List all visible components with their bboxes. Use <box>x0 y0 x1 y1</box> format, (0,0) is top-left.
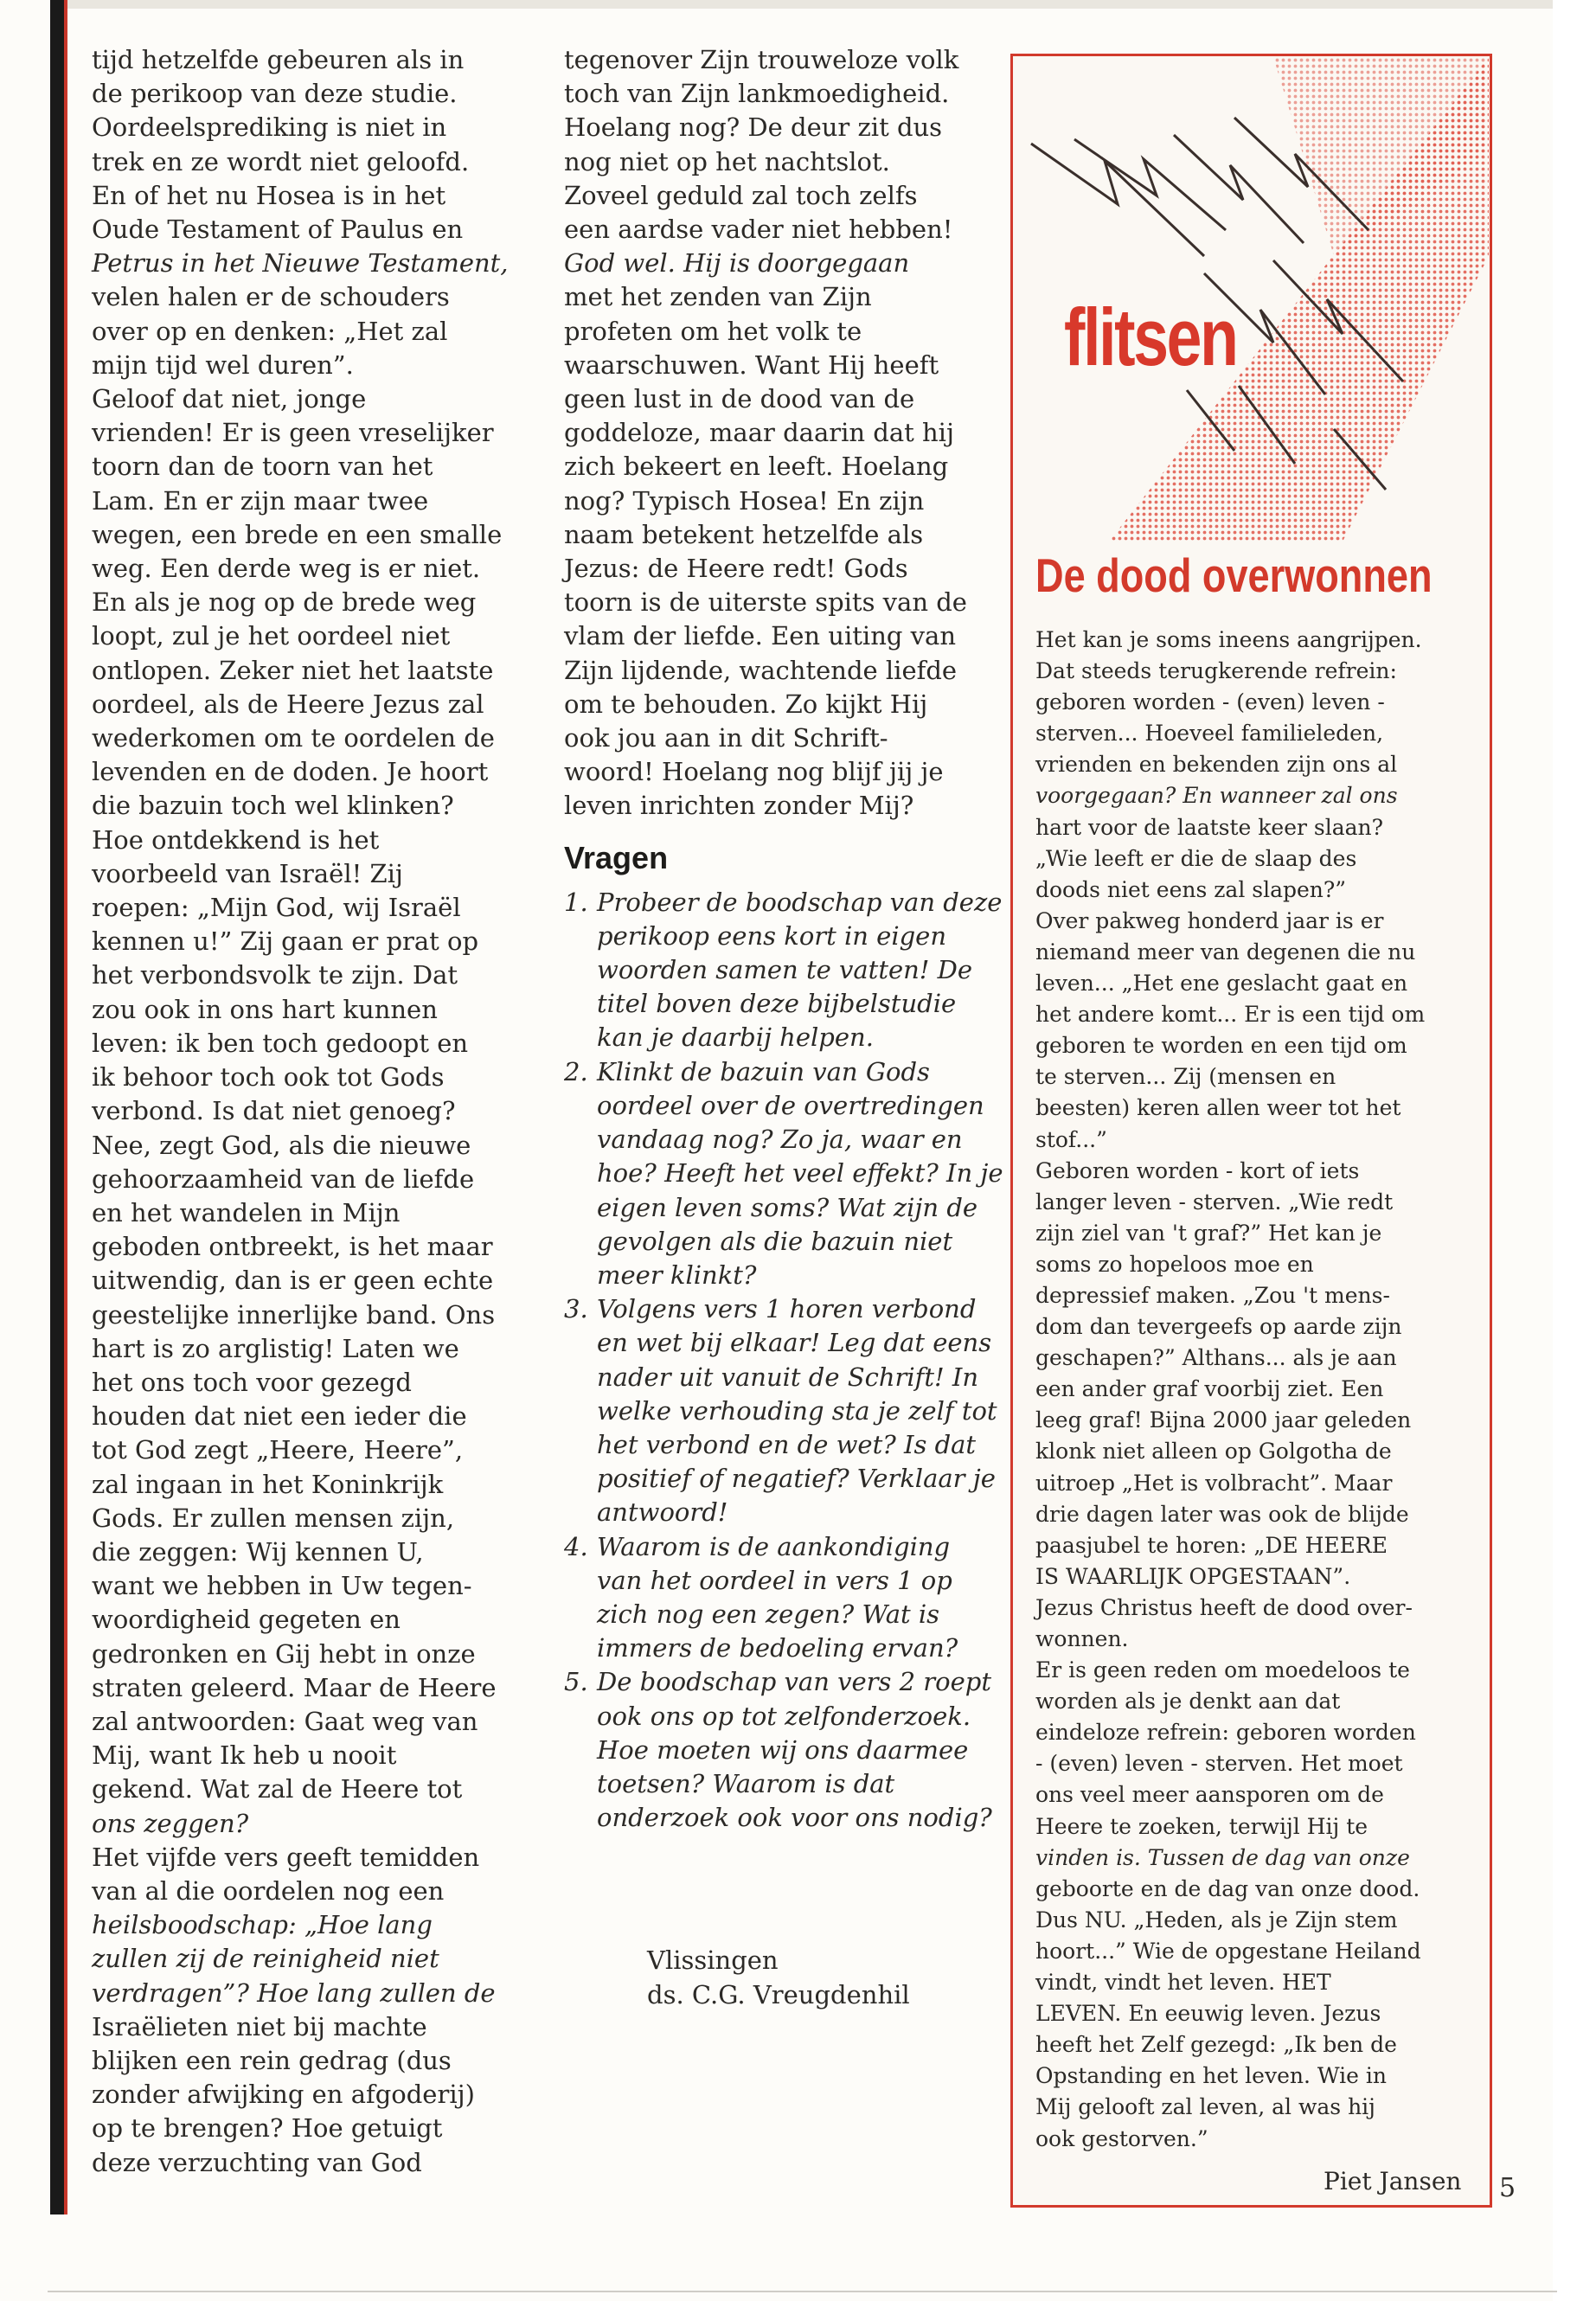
text-line: worden als je denkt aan dat <box>1035 1689 1341 1715</box>
question-line: welke verhouding sta je zelf tot <box>597 1395 997 1426</box>
text-line: zou ook in ons hart kunnen <box>92 994 438 1024</box>
text-line: vinden is. Tussen de dag van onze <box>1035 1844 1410 1870</box>
text-line: het ons toch voor gezegd <box>92 1367 412 1397</box>
text-line: Over pakweg honderd jaar is er <box>1035 907 1384 933</box>
text-line: Heere te zoeken, terwijl Hij te <box>1035 1813 1368 1839</box>
question-item <box>564 1665 997 1835</box>
text-line: ook jou aan in dit Schrift- <box>564 723 888 753</box>
text-line: vlam der liefde. Een uiting van <box>564 621 956 651</box>
text-line: Dat steeds terugkerende refrein: <box>1035 658 1397 684</box>
question-line: titel boven deze bijbelstudie <box>597 989 957 1019</box>
text-line: LEVEN. En eeuwig leven. Jezus <box>1035 2001 1381 2027</box>
text-line: die bazuin toch wel klinken? <box>92 791 454 821</box>
text-line: IS WAARLIJK OPGESTAAN”. <box>1035 1563 1351 1589</box>
text-line: Opstanding en het leven. Wie in <box>1035 2063 1387 2089</box>
text-line: gedronken en Gij hebt in onze <box>92 1638 476 1669</box>
text-line: ons zeggen? <box>92 1808 249 1838</box>
sidebar-text <box>1035 625 1468 2155</box>
text-line: hart is zo arglistig! Laten we <box>92 1333 459 1363</box>
text-line: voorgegaan? En wanneer zal ons <box>1035 783 1398 809</box>
question-line: immers de bedoeling ervan? <box>597 1633 958 1663</box>
question-number: 5. <box>564 1667 588 1697</box>
text-line: zal ingaan in het Koninkrijk <box>92 1469 444 1499</box>
text-line: heilsboodschap: „Hoe lang <box>92 1910 433 1940</box>
text-line: geestelijke innerlijke band. Ons <box>92 1299 496 1330</box>
text-line: wegen, een brede en een smalle <box>92 519 503 549</box>
text-line: En als je nog op de brede weg <box>92 587 477 618</box>
text-line: Geboren worden - kort of iets <box>1035 1157 1360 1183</box>
text-line: zich bekeert en leeft. Hoelang <box>564 452 949 482</box>
text-line: die zeggen: Wij kennen U, <box>92 1536 424 1567</box>
text-line: paasjubel te horen: „DE HEERE <box>1035 1532 1388 1558</box>
question-line: zich nog een zegen? Wat is <box>597 1599 940 1629</box>
text-line: roepen: „Mijn God, wij Israël <box>92 893 461 923</box>
text-line: van al die oordelen nog een <box>92 1875 445 1906</box>
text-line: trek en ze wordt niet geloofd. <box>92 146 470 176</box>
text-line: waarschuwen. Want Hij heeft <box>564 349 939 380</box>
text-line: een ander graf voorbij ziet. Een <box>1035 1376 1384 1402</box>
question-line: meer klinkt? <box>597 1259 757 1290</box>
question-line: kan je daarbij helpen. <box>597 1022 874 1053</box>
text-line: Mij gelooft zal leven, al was hij <box>1035 2094 1375 2120</box>
text-line: Nee, zegt God, als die nieuwe <box>92 1130 471 1160</box>
text-line: leven... „Het ene geslacht gaat en <box>1035 971 1408 997</box>
question-line: vandaag nog? Zo ja, waar en <box>597 1125 963 1155</box>
questions-list <box>564 886 1003 1836</box>
text-line: Het vijfde vers geeft temidden <box>92 1842 480 1872</box>
text-line: de perikoop van deze studie. <box>92 79 458 109</box>
question-line: ook ons op tot zelfonderzoek. <box>597 1701 971 1731</box>
text-line: geboren te worden en een tijd om <box>1035 1033 1407 1059</box>
text-line: drie dagen later was ook de blijde <box>1035 1501 1409 1527</box>
text-line: - (even) leven - sterven. Het moet <box>1035 1751 1403 1777</box>
text-line: het andere komt... Er is een tijd om <box>1035 1002 1426 1028</box>
text-line: deze verzuchting van God <box>92 2147 422 2177</box>
question-line: eigen leven soms? Wat zijn de <box>597 1192 978 1222</box>
text-line: zonder afwijking en afgoderij) <box>92 2080 475 2110</box>
text-line: gekend. Wat zal de Heere tot <box>92 1774 463 1804</box>
question-item <box>564 1292 997 1529</box>
text-line: uitroep „Het is volbracht”. Maar <box>1035 1470 1393 1496</box>
text-line: hoort...” Wie de opgestane Heiland <box>1035 1938 1421 1964</box>
text-line: leven inrichten zonder Mij? <box>564 791 914 821</box>
text-line: toorn is de uiterste spits van de <box>564 587 967 618</box>
text-line: wonnen. <box>1035 1626 1129 1651</box>
question-line: gevolgen als die bazuin niet <box>597 1226 953 1256</box>
text-line: Oude Testament of Paulus en <box>92 215 464 245</box>
text-line: weg. Een derde weg is er niet. <box>92 554 481 584</box>
text-line: vrienden en bekenden zijn ons al <box>1035 752 1398 778</box>
question-number: 4. <box>564 1531 588 1561</box>
text-line: soms zo hopeloos moe en <box>1035 1251 1314 1277</box>
text-line: toch van Zijn lankmoedigheid. <box>564 79 950 109</box>
text-line: velen halen er de schouders <box>92 282 450 312</box>
question-line: onderzoek ook voor ons nodig? <box>597 1803 992 1833</box>
question-number: 3. <box>564 1294 588 1324</box>
column-left <box>92 43 524 2180</box>
text-line: vrienden! Er is geen vreselijker <box>92 418 494 448</box>
text-line: sterven... Hoeveel familieleden, <box>1035 721 1384 747</box>
text-line: Oordeelsprediking is niet in <box>92 112 447 143</box>
text-line: wederkomen om te oordelen de <box>92 723 495 753</box>
text-line: God wel. Hij is doorgegaan <box>564 248 910 279</box>
question-line: Probeer de boodschap van deze <box>597 887 1003 917</box>
text-line: ons veel meer aansporen om de <box>1035 1782 1384 1808</box>
text-line: geboorte en de dag van onze dood. <box>1035 1875 1420 1901</box>
question-line: toetsen? Waarom is dat <box>597 1768 895 1798</box>
question-item <box>564 1530 997 1666</box>
question-item <box>564 886 1003 1055</box>
text-line: op te brengen? Hoe getuigt <box>92 2113 443 2144</box>
text-line: gehoorzaamheid van de liefde <box>92 1163 475 1194</box>
signature-name: ds. C.G. Vreugdenhil <box>647 1980 910 2009</box>
text-line: Het kan je soms ineens aangrijpen. <box>1035 627 1422 652</box>
text-line: dom dan tevergeefs op aarde zijn <box>1035 1314 1402 1340</box>
text-line: toorn dan de toorn van het <box>92 452 433 482</box>
text-line: Petrus in het Nieuwe Testament, <box>92 248 509 279</box>
question-line: en wet bij elkaar! Leg dat eens <box>597 1328 992 1358</box>
text-line: Jezus Christus heeft de dood over- <box>1035 1594 1413 1620</box>
text-line: blijken een rein gedrag (dus <box>92 2045 452 2075</box>
text-line: zijn ziel van 't graf?” Het kan je <box>1035 1220 1382 1246</box>
text-line: leven: ik ben toch gedoopt en <box>92 1028 469 1058</box>
question-line: oordeel over de overtredingen <box>597 1090 984 1120</box>
question-line: hoe? Heeft het veel effekt? In je <box>597 1158 1003 1189</box>
text-line: leeg graf! Bijna 2000 jaar geleden <box>1035 1407 1412 1433</box>
text-line: ook gestorven.” <box>1035 2125 1208 2151</box>
text-line: loopt, zul je het oordeel niet <box>92 621 451 651</box>
text-line: Dus NU. „Heden, als je Zijn stem <box>1035 1907 1398 1932</box>
question-number: 1. <box>564 887 588 917</box>
text-line: tot God zegt „Heere, Heere”, <box>92 1435 464 1465</box>
text-line: depressief maken. „Zou 't mens- <box>1035 1282 1390 1308</box>
text-line: goddeloze, maar daarin dat hij <box>564 418 954 448</box>
text-line: zullen zij de reinigheid niet <box>92 1944 439 1974</box>
text-line: Jezus: de Heere redt! Gods <box>564 554 908 584</box>
text-line: „Wie leeft er die de slaap des <box>1035 845 1357 871</box>
signature-place: Vlissingen <box>647 1945 779 1975</box>
question-line: het verbond en de wet? Is dat <box>597 1429 977 1459</box>
text-line: geboren worden - (even) leven - <box>1035 689 1385 715</box>
text-line: woord! Hoelang nog blijf jij je <box>564 757 944 787</box>
text-line: tijd hetzelfde gebeuren als in <box>92 45 465 74</box>
text-line: Lam. En er zijn maar twee <box>92 485 429 516</box>
text-line: Er is geen reden om moedeloos te <box>1035 1657 1410 1683</box>
text-line: geschapen?” Althans... als je aan <box>1035 1345 1397 1371</box>
question-item <box>564 1055 1003 1292</box>
text-line: klonk niet alleen op Golgotha de <box>1035 1439 1392 1465</box>
text-line: Israëlieten niet bij machte <box>92 2011 427 2041</box>
text-line: eindeloze refrein: geboren worden <box>1035 1720 1416 1746</box>
text-line: levenden en de doden. Je hoort <box>92 757 489 787</box>
text-line: een aardse vader niet hebben! <box>564 215 953 245</box>
text-line: want we hebben in Uw tegen- <box>92 1571 472 1601</box>
text-line: naam betekent hetzelfde als <box>564 519 924 549</box>
page-number: 5 <box>1499 2173 1516 2203</box>
text-line: met het zenden van Zijn <box>564 282 872 312</box>
text-line: over op en denken: „Het zal <box>92 316 448 346</box>
text-line: en het wandelen in Mijn <box>92 1197 401 1227</box>
text-line: Gods. Er zullen mensen zijn, <box>92 1503 455 1533</box>
signature <box>647 1943 910 2012</box>
text-line: het verbondsvolk te zijn. Dat <box>92 960 458 990</box>
text-line: geboden ontbreekt, is het maar <box>92 1232 493 1262</box>
text-line: voorbeeld van Israël! Zij <box>92 858 403 888</box>
text-line: nog? Typisch Hosea! En zijn <box>564 485 925 516</box>
question-line: nader uit vanuit de Schrift! In <box>597 1362 979 1392</box>
column-middle <box>564 43 1003 1835</box>
text-line: oordeel, als de Heere Jezus zal <box>92 689 484 719</box>
text-line: Mij, want Ik heb u nooit <box>92 1740 397 1771</box>
text-line: te sterven... Zij (mensen en <box>1035 1064 1336 1090</box>
vragen-heading: Vragen <box>564 839 669 875</box>
text-line: tegenover Zijn trouweloze volk <box>564 45 959 74</box>
text-line: vindt, vindt het leven. HET <box>1035 1970 1331 1996</box>
sidebar-author: Piet Jansen <box>1324 2167 1462 2195</box>
question-number: 2. <box>564 1056 588 1086</box>
text-line: verbond. Is dat niet genoeg? <box>92 1096 456 1126</box>
text-line: beesten) keren allen weer tot het <box>1035 1095 1401 1121</box>
binding-edge-red <box>64 0 67 2214</box>
text-line: kennen u!” Zij gaan er prat op <box>92 926 479 957</box>
text-line: woordigheid gegeten en <box>92 1605 401 1635</box>
question-line: Hoe moeten wij ons daarmee <box>597 1734 969 1765</box>
binding-edge <box>50 0 64 2214</box>
question-line: De boodschap van vers 2 roept <box>597 1667 991 1697</box>
question-line: Klinkt de bazuin van Gods <box>597 1056 930 1086</box>
question-line: woorden samen te vatten! De <box>597 955 973 985</box>
text-line: doods niet eens zal slapen?” <box>1035 876 1347 902</box>
text-line: om te behouden. Zo kijkt Hij <box>564 689 928 719</box>
page-bottom-edge <box>48 2291 1557 2292</box>
text-line: straten geleerd. Maar de Heere <box>92 1672 497 1702</box>
text-line: ontlopen. Zeker niet het laatste <box>92 655 494 685</box>
text-line: Hoelang nog? De deur zit dus <box>564 112 943 143</box>
text-line: Zoveel geduld zal toch zelfs <box>564 180 918 210</box>
text-line: zal antwoorden: Gaat weg van <box>92 1706 478 1736</box>
question-line: positief of negatief? Verklaar je <box>597 1464 996 1494</box>
text-line: niemand meer van degenen die nu <box>1035 939 1416 965</box>
flitsen-label: flitsen <box>1064 292 1237 382</box>
sidebar-title: De dood overwonnen <box>1035 548 1433 602</box>
text-line: uitwendig, dan is er geen echte <box>92 1266 494 1296</box>
question-line: perikoop eens kort in eigen <box>597 920 947 951</box>
question-line: van het oordeel in vers 1 op <box>597 1565 952 1595</box>
text-line: langer leven - sterven. „Wie redt <box>1035 1189 1394 1215</box>
text-line: geen lust in de dood van de <box>564 384 915 414</box>
page-top-edge <box>52 0 1557 9</box>
text-line: profeten om het volk te <box>564 316 862 346</box>
text-line: Zijn lijdende, wachtende liefde <box>564 655 958 685</box>
text-line: stof...” <box>1035 1126 1107 1152</box>
text-line: heeft het Zelf gezegd: „Ik ben de <box>1035 2032 1397 2058</box>
text-line: houden dat niet een ieder die <box>92 1401 467 1432</box>
page-right-margin <box>1553 0 1596 2301</box>
question-line: Waarom is de aankondiging <box>597 1531 951 1561</box>
text-line: mijn tijd wel duren”. <box>92 349 354 380</box>
text-line: ik behoor toch ook tot Gods <box>92 1062 445 1093</box>
text-line: hart voor de laatste keer slaan? <box>1035 814 1384 840</box>
question-line: antwoord! <box>597 1497 728 1528</box>
text-line: Hoe ontdekkend is het <box>92 824 380 855</box>
text-line: nog niet op het nachtslot. <box>564 146 890 176</box>
text-line: verdragen”? Hoe lang zullen de <box>92 1977 496 2008</box>
text-line: Geloof dat niet, jonge <box>92 384 367 414</box>
text-line: En of het nu Hosea is in het <box>92 180 446 210</box>
question-line: Volgens vers 1 horen verbond <box>597 1294 977 1324</box>
